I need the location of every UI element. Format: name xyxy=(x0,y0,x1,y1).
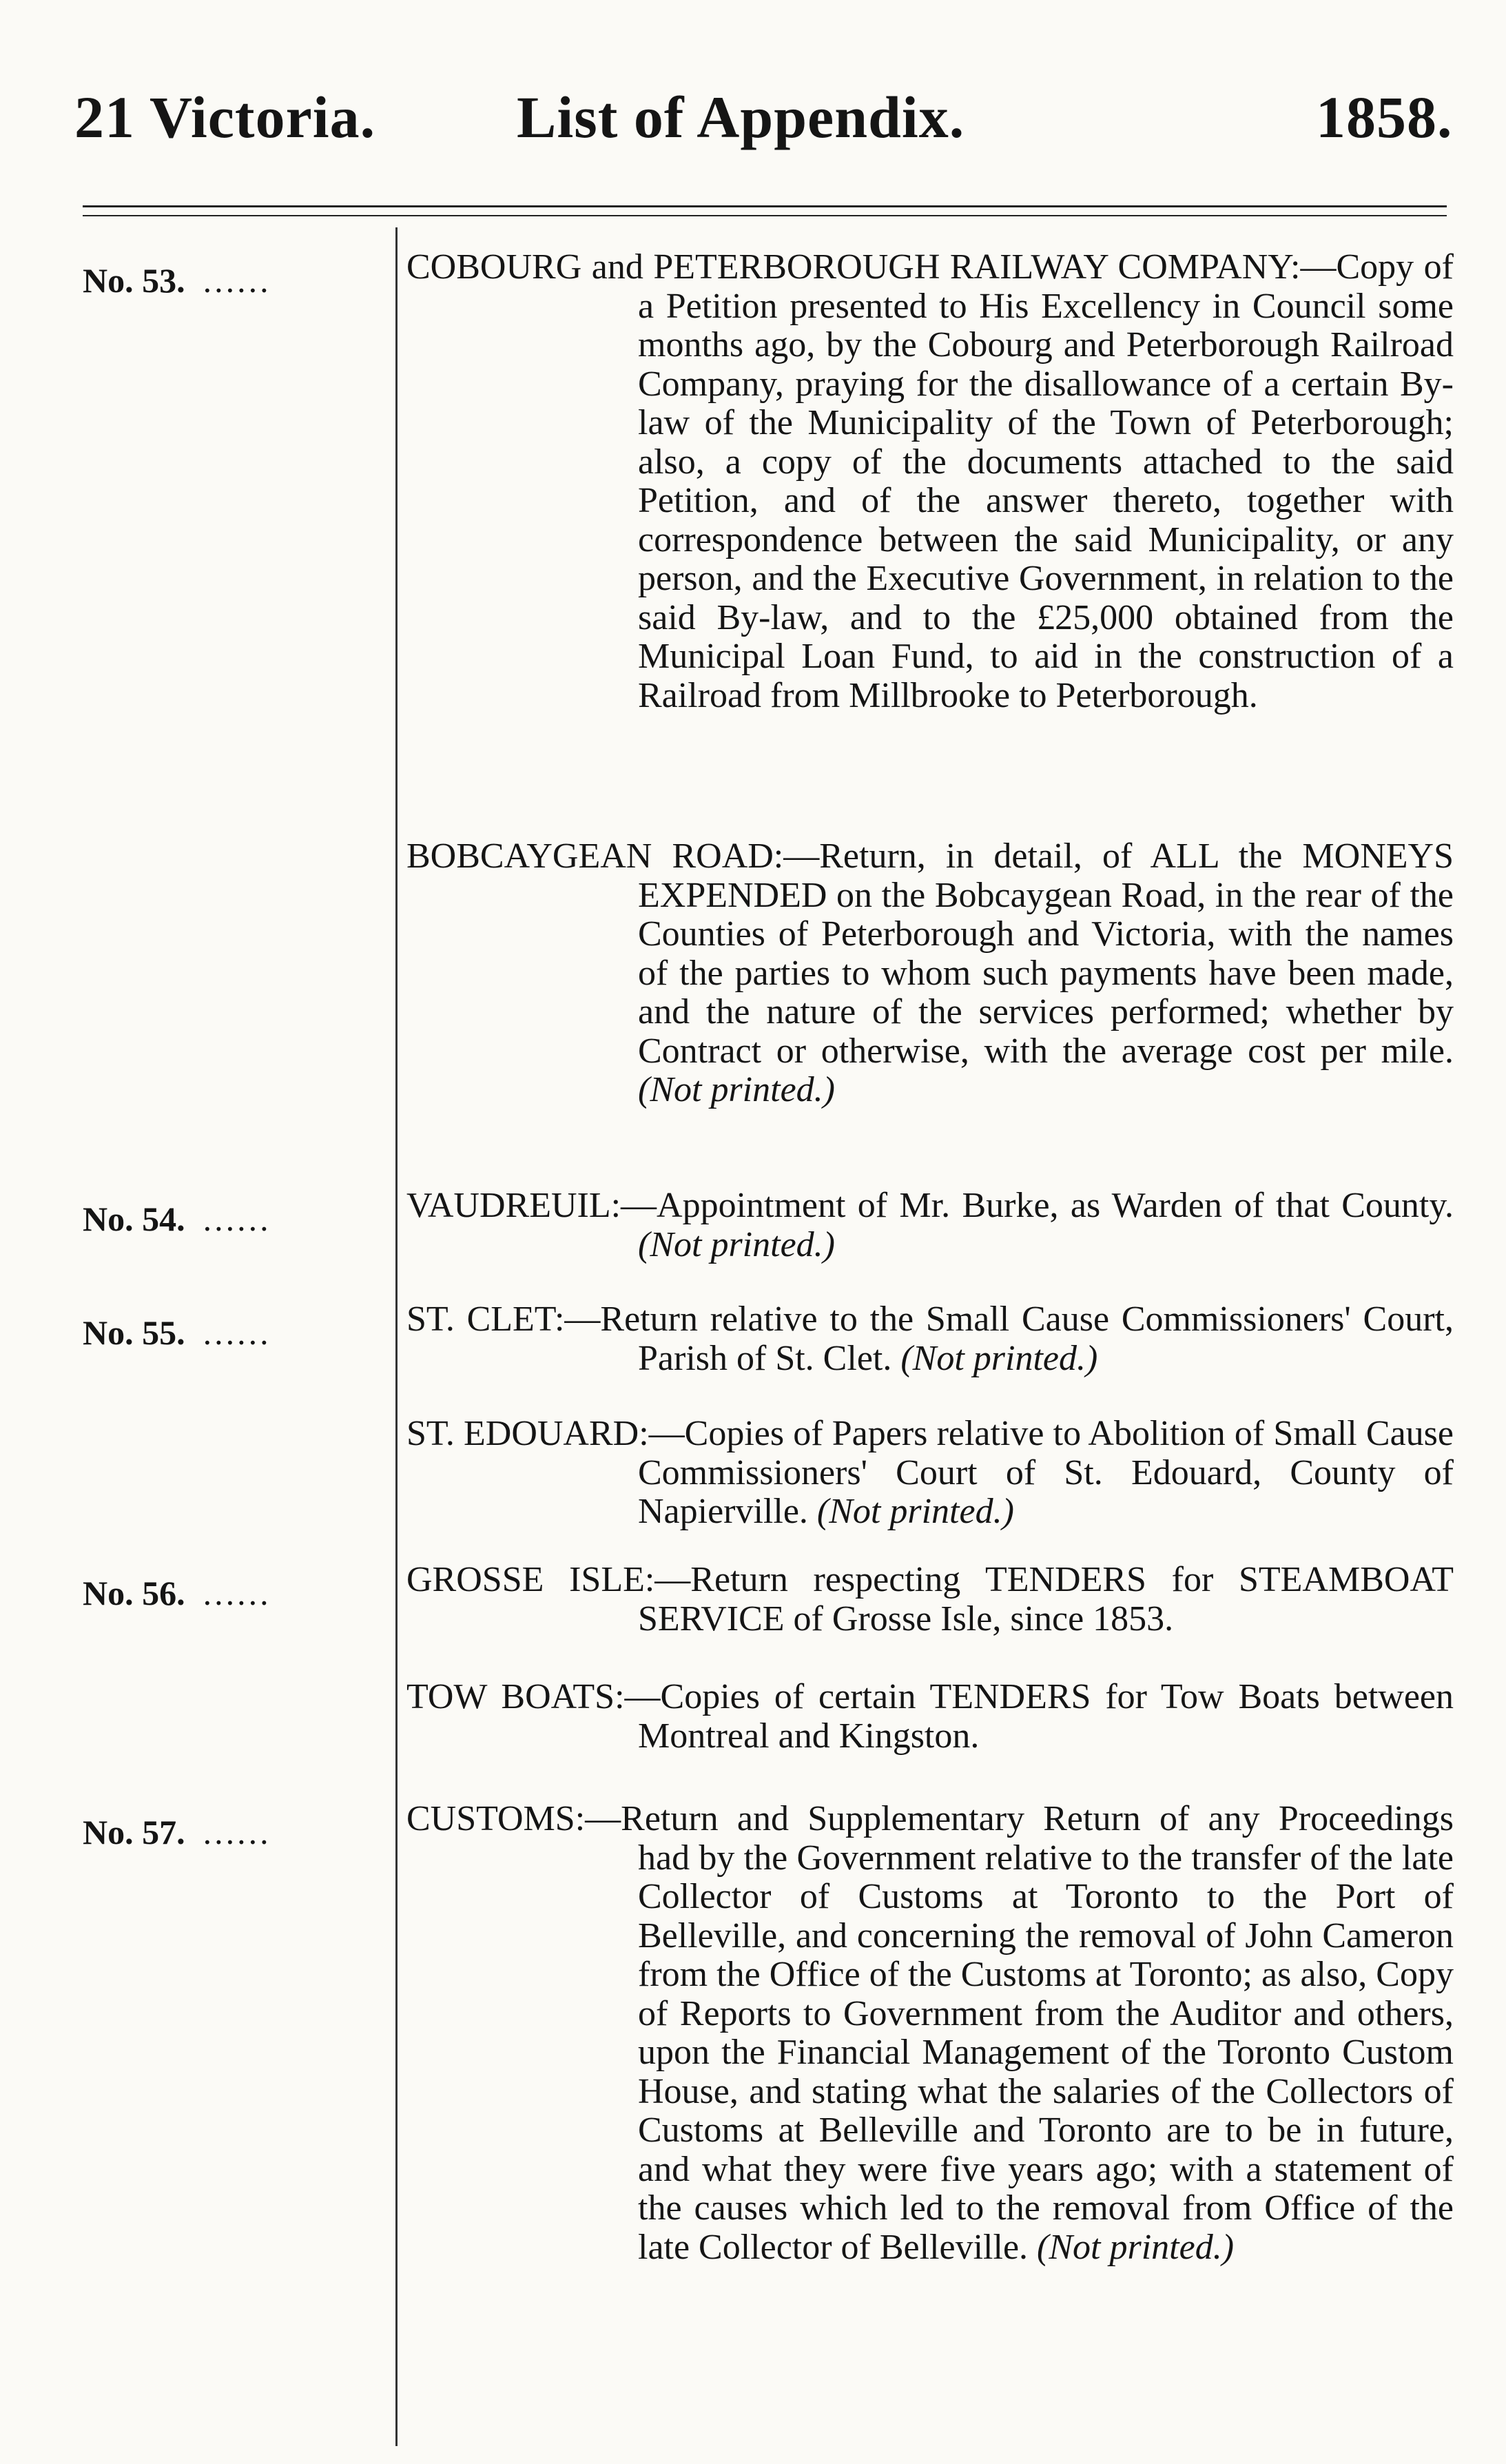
entry-vaudreuil xyxy=(406,1187,1454,1264)
not-printed-note: (Not printed.) xyxy=(816,1492,1014,1531)
entry-text: CUSTOMS:—Return and Supplementary Return of any Proceedings had by the Government relative to the transfer of the late Collector of Customs at Toronto to the Port of Belleville, and concerning the removal of John Cameron from the Office of the Customs at Toronto; as also, Copy of Reports to Government from the Auditor and others, upon the Financial Management of the Toronto Custom House, and stating what the salaries of the Collectors of Customs at Belleville and Toronto are to be in future, and what they were five years ago; with a statement of the causes which led to the removal from Office of the late Collector of Belleville. xyxy=(406,1799,1454,2267)
not-printed-note: (Not printed.) xyxy=(900,1338,1098,1378)
column-divider xyxy=(395,227,398,2446)
appendix-number-55 xyxy=(83,1313,271,1353)
entry-bobcaygean xyxy=(406,837,1454,1110)
entry-st-clet xyxy=(406,1300,1454,1378)
entry-cobourg xyxy=(406,248,1454,715)
appendix-number-label: No. 53. xyxy=(83,261,185,300)
header-title: List of Appendix. xyxy=(517,84,965,150)
appendix-number-label: No. 55. xyxy=(83,1313,185,1352)
header-year: 1858. xyxy=(1316,84,1453,150)
not-printed-note: (Not printed.) xyxy=(638,1070,835,1109)
appendix-number-54 xyxy=(83,1199,271,1239)
entry-st-edouard xyxy=(406,1415,1454,1532)
leader-dots: ...... xyxy=(203,1813,271,1851)
entry-text: ST. CLET:—Return relative to the Small Cause Commissioners' Court, Parish of St. Clet. xyxy=(406,1300,1454,1378)
appendix-number-56 xyxy=(83,1573,271,1613)
leader-dots: ...... xyxy=(203,1313,271,1352)
appendix-number-label: No. 57. xyxy=(83,1813,185,1851)
leader-dots: ...... xyxy=(203,1574,271,1612)
header-rule-bottom xyxy=(83,215,1447,216)
entry-text: GROSSE ISLE:—Return respecting TENDERS for STEAMBOAT SERVICE of Grosse Isle, since 1853. xyxy=(406,1560,1454,1639)
entry-tow-boats xyxy=(406,1678,1454,1756)
entry-customs xyxy=(406,1800,1454,2267)
entry-text: BOBCAYGEAN ROAD:—Return, in detail, of ALL the MONEYS EXPENDED on the Bobcaygean Road, in the rear of the Counties of Peterborough and Victoria, with the names of the parties to whom such payments have been made, and the nature of the services performed; whether by Contract or otherwise, with the average cost per mile. xyxy=(406,836,1454,1071)
header-rule-top xyxy=(83,205,1447,207)
entry-text: VAUDREUIL:—Appointment of Mr. Burke, as Warden of that County. xyxy=(406,1186,1454,1225)
page-header xyxy=(0,83,1506,158)
entry-text: TOW BOATS:—Copies of certain TENDERS for Tow Boats between Montreal and Kingston. xyxy=(406,1677,1454,1756)
entry-text: COBOURG and PETERBOROUGH RAILWAY COMPANY:—Copy of a Petition presented to His Excellency in Council some months ago, by the Cobourg and Peterborough Railroad Company, praying for the disallowance of a certain By-law of the Municipality of the Town of Peterborough; also, a copy of the documents attached to the said Petition, and of the answer thereto, together with correspondence between the said Municipality, or any person, and the Executive Government, in relation to the said By-law, and to the £25,000 obtained from the Municipal Loan Fund, to aid in the construction of a Railroad from Millbrooke to Peterborough. xyxy=(406,247,1454,715)
leader-dots: ...... xyxy=(203,261,271,300)
not-printed-note: (Not printed.) xyxy=(1037,2227,1235,2267)
entry-text: ST. EDOUARD:—Copies of Papers relative to Abolition of Small Cause Commissioners' Court of St. Edouard, County of Napierville. xyxy=(406,1414,1454,1531)
not-printed-note: (Not printed.) xyxy=(638,1224,835,1264)
header-regnal-year: 21 Victoria. xyxy=(74,84,376,150)
entry-grosse-isle xyxy=(406,1561,1454,1639)
appendix-number-label: No. 54. xyxy=(83,1200,185,1238)
leader-dots: ...... xyxy=(203,1200,271,1238)
appendix-number-53 xyxy=(83,260,271,300)
appendix-number-57 xyxy=(83,1812,271,1852)
appendix-number-label: No. 56. xyxy=(83,1574,185,1612)
